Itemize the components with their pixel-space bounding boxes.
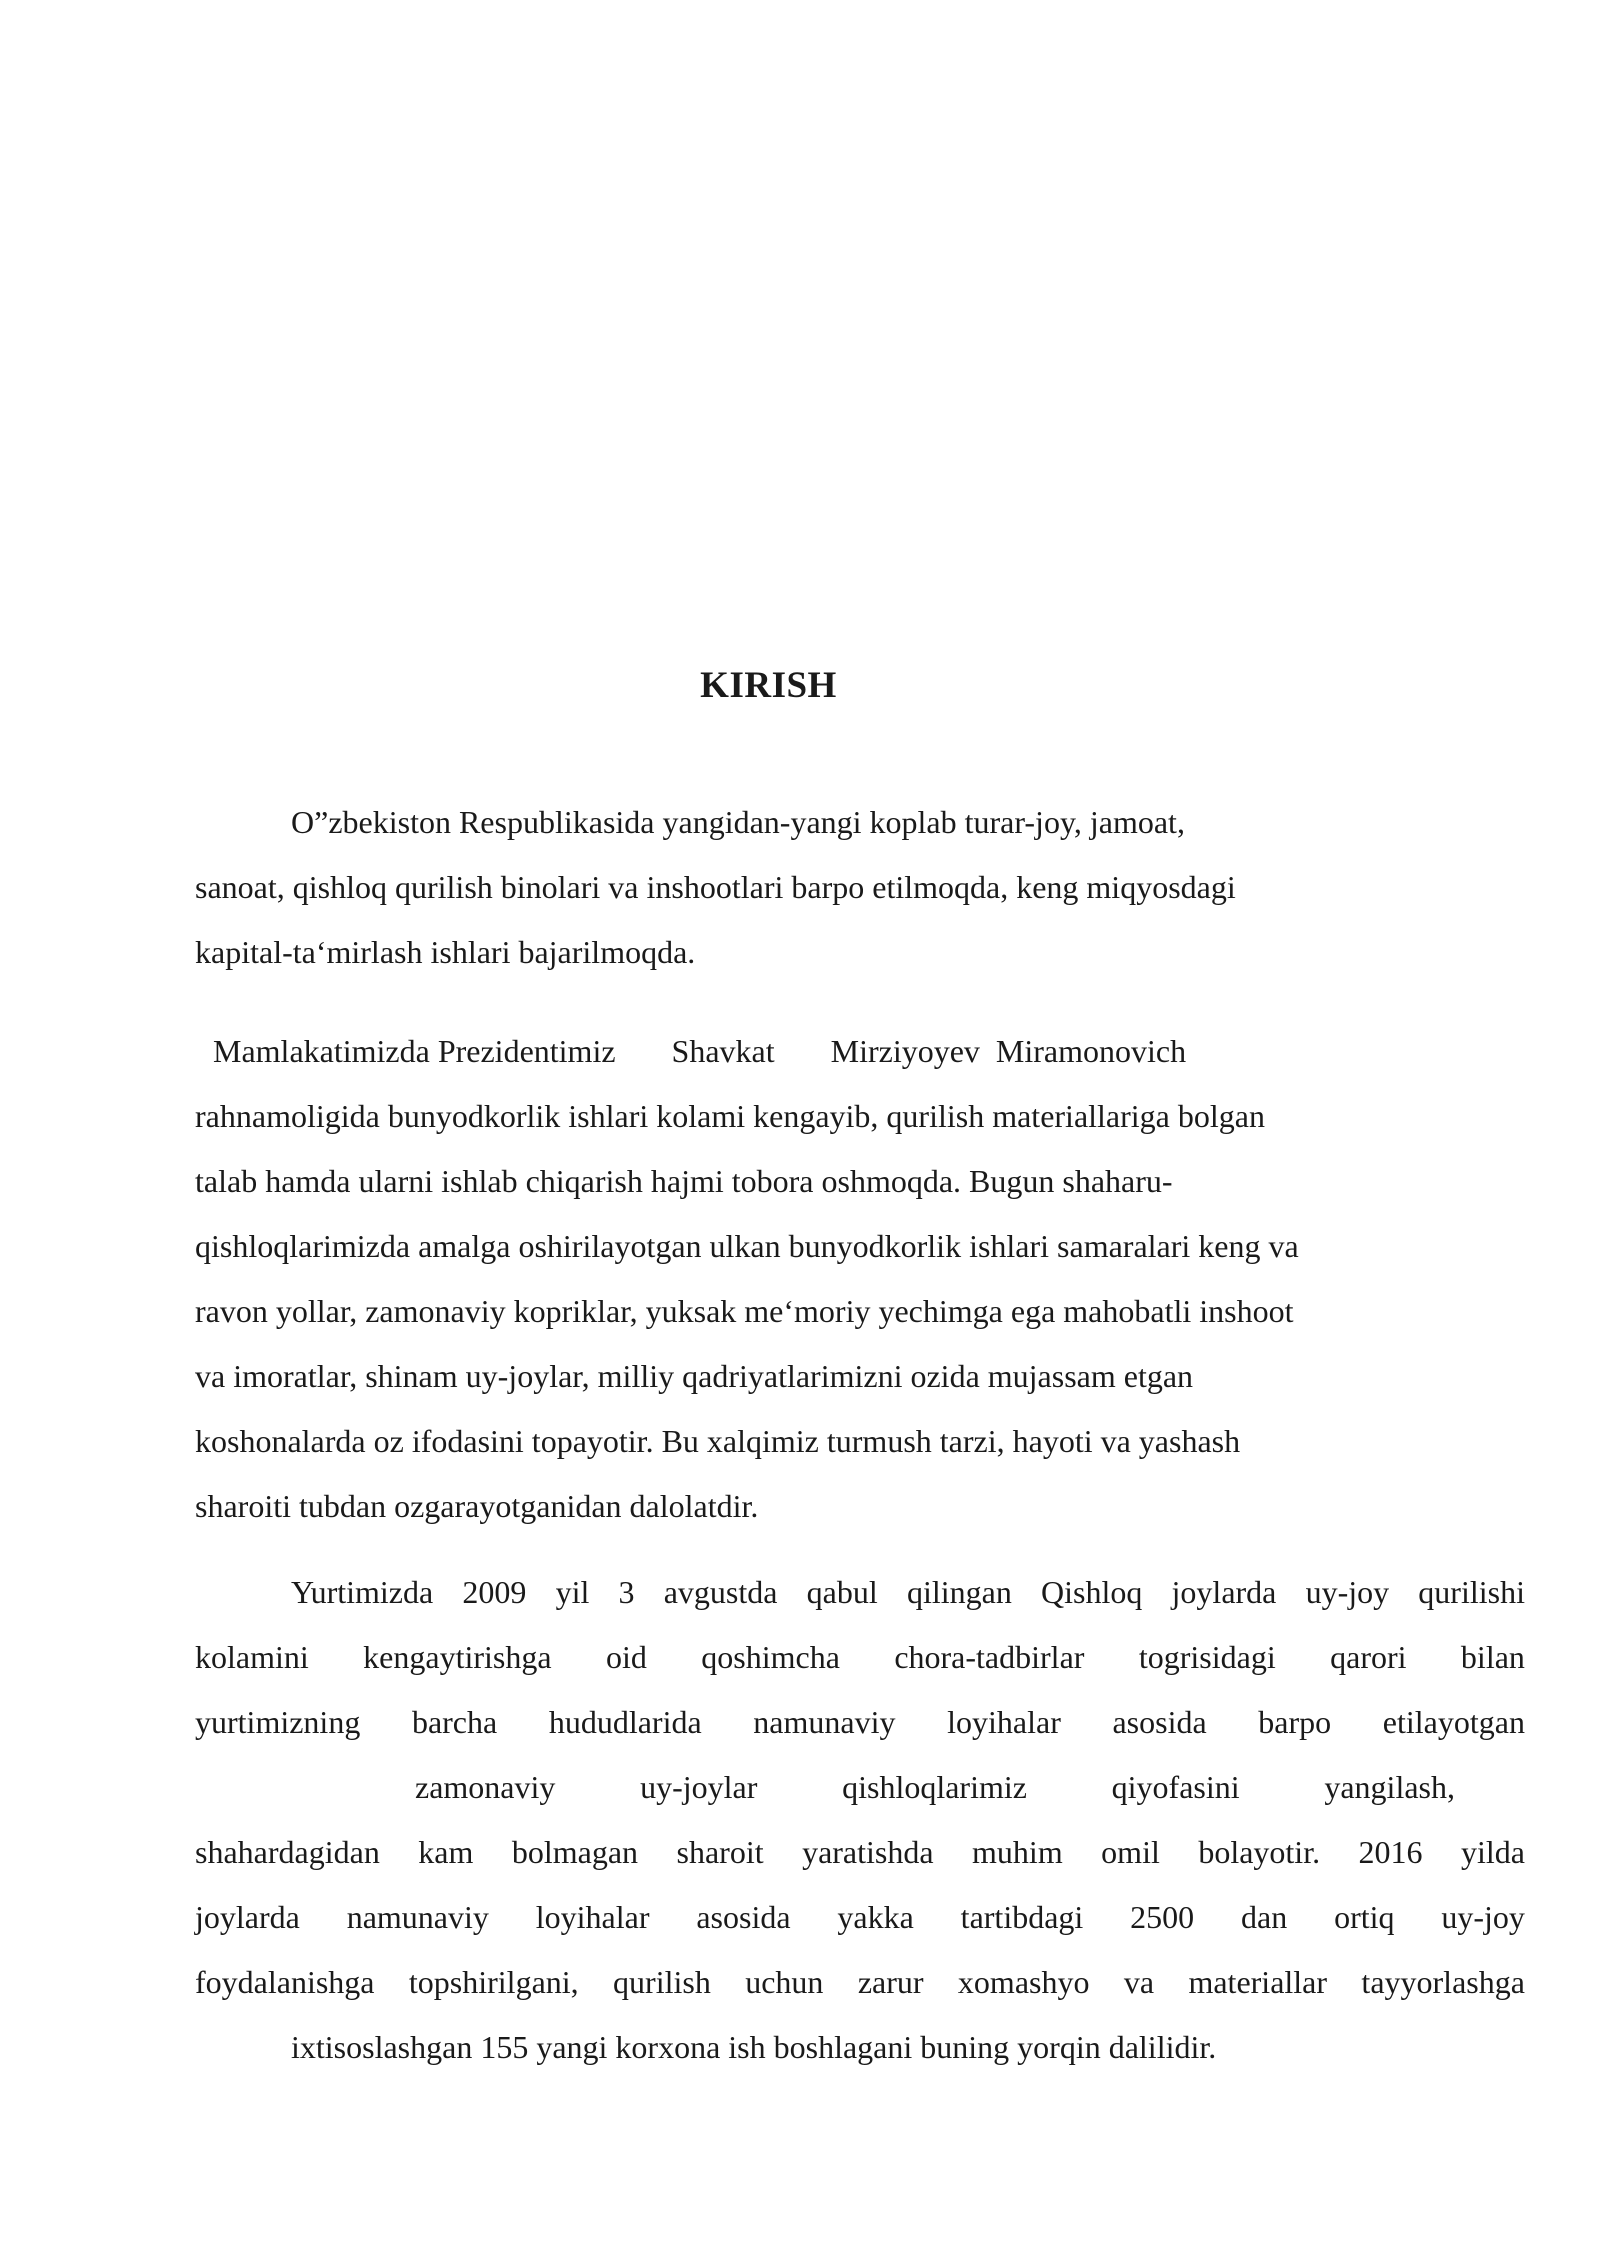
word: loyihalar [947, 1704, 1061, 1740]
word: asosida [1112, 1704, 1207, 1740]
word: etilayotgan [1382, 1704, 1525, 1740]
paragraph-line [195, 1625, 1525, 1690]
word: tayyorlashga [1361, 1964, 1525, 2000]
paragraph-line [195, 1690, 1525, 1755]
word: 2016 [1358, 1834, 1423, 1870]
word: yurtimizning [195, 1704, 361, 1740]
word: qabul [806, 1574, 878, 1610]
paragraph-line [195, 1950, 1525, 2015]
word: uy-joy [1441, 1899, 1525, 1935]
word: bolmagan [511, 1834, 639, 1870]
word: materiallar [1188, 1964, 1328, 2000]
paragraph-line [195, 1560, 1525, 1625]
word: barpo [1258, 1704, 1332, 1740]
word: kam [418, 1834, 474, 1870]
paragraph-line: Mamlakatimizda Prezidentimiz Shavkat Mirziyoyev Miramonovich [213, 1033, 1187, 1069]
paragraph-line: sharoiti tubdan ozgarayotganidan dalolatdir. [195, 1488, 759, 1524]
paragraph-line: rahnamoligida bunyodkorlik ishlari kolami kengayib, qurilish materiallariga bolgan [195, 1098, 1265, 1134]
word: yakka [837, 1899, 914, 1935]
word: sharoit [676, 1834, 764, 1870]
word: ortiq [1334, 1899, 1395, 1935]
paragraph-line: koshonalarda oz ifodasini topayotir. Bu xalqimiz turmush tarzi, hayoti va yashash [195, 1423, 1241, 1459]
paragraph-line: sanoat, qishloq qurilish binolari va inshootlari barpo etilmoqda, keng miqyosdagi [195, 869, 1236, 905]
word: qurilish [613, 1964, 711, 2000]
paragraph-line [195, 1885, 1525, 1950]
word: Yurtimizda [291, 1574, 434, 1610]
word: xomashyo [957, 1964, 1090, 2000]
word: yaratishda [802, 1834, 934, 1870]
word: qilingan [906, 1574, 1012, 1610]
word: va [1123, 1964, 1155, 2000]
word: oid [605, 1639, 647, 1675]
paragraph-mamlakatimizda [195, 1019, 1525, 1539]
word: tartibdagi [960, 1899, 1084, 1935]
paragraph-line [195, 1820, 1525, 1885]
word: avgustda [663, 1574, 778, 1610]
paragraph-yurtimizda [195, 1560, 1525, 2080]
word: uchun [745, 1964, 824, 2000]
word: yilda [1461, 1834, 1525, 1870]
word: shahardagidan [195, 1834, 380, 1870]
word: zarur [857, 1964, 924, 2000]
word: bilan [1460, 1639, 1525, 1675]
paragraph-line [195, 1755, 1455, 1820]
word: dan [1241, 1899, 1288, 1935]
word: Qishloq [1041, 1574, 1143, 1610]
word: muhim [972, 1834, 1063, 1870]
word: chora-tadbirlar [894, 1639, 1085, 1675]
word: bolayotir. [1198, 1834, 1321, 1870]
paragraph-line: O”zbekiston Respublikasida yangidan-yangi koplab turar-joy, jamoat, [291, 804, 1185, 840]
word: qarori [1330, 1639, 1407, 1675]
word: togrisidagi [1138, 1639, 1276, 1675]
word: omil [1101, 1834, 1160, 1870]
paragraph-line: talab hamda ularni ishlab chiqarish hajmi tobora oshmoqda. Bugun shaharu- [195, 1163, 1173, 1199]
word: namunaviy [346, 1899, 489, 1935]
word: asosida [696, 1899, 791, 1935]
word: uy-joylar [640, 1769, 758, 1805]
paragraph-line: qishloqlarimizda amalga oshirilayotgan ulkan bunyodkorlik ishlari samaralari keng va [195, 1228, 1299, 1264]
paragraph-line: kapital-ta‘mirlash ishlari bajarilmoqda. [195, 934, 696, 970]
word: qurilishi [1418, 1574, 1525, 1610]
paragraph-line: ixtisoslashgan 155 yangi korxona ish boshlagani buning yorqin dalilidir. [291, 2029, 1217, 2065]
word: loyihalar [535, 1899, 650, 1935]
word: uy-joy [1305, 1574, 1390, 1610]
word: topshirilgani, [408, 1964, 579, 2000]
word: kolamini [195, 1639, 309, 1675]
word: yangilash, [1324, 1769, 1455, 1805]
word: qiyofasini [1111, 1769, 1240, 1805]
word: kengaytirishga [363, 1639, 552, 1675]
word: hududlarida [548, 1704, 702, 1740]
word: 3 [618, 1574, 635, 1610]
word: joylarda [1171, 1574, 1277, 1610]
word: qoshimcha [701, 1639, 840, 1675]
word: zamonaviy [415, 1769, 556, 1805]
word: namunaviy [753, 1704, 896, 1740]
word: 2009 [462, 1574, 527, 1610]
word: foydalanishga [195, 1964, 375, 2000]
paragraph-line: va imoratlar, shinam uy-joylar, milliy qadriyatlarimizni ozida mujassam etgan [195, 1358, 1194, 1394]
word: 2500 [1130, 1899, 1195, 1935]
word: barcha [411, 1704, 498, 1740]
word: qishloqlarimiz [842, 1769, 1027, 1805]
word: yil [555, 1574, 590, 1610]
document-title: KIRISH [700, 665, 837, 706]
paragraph-intro [195, 790, 1525, 985]
paragraph-line: ravon yollar, zamonaviy kopriklar, yuksak me‘moriy yechimga ega mahobatli inshoot [195, 1293, 1294, 1329]
word: joylarda [195, 1899, 300, 1935]
